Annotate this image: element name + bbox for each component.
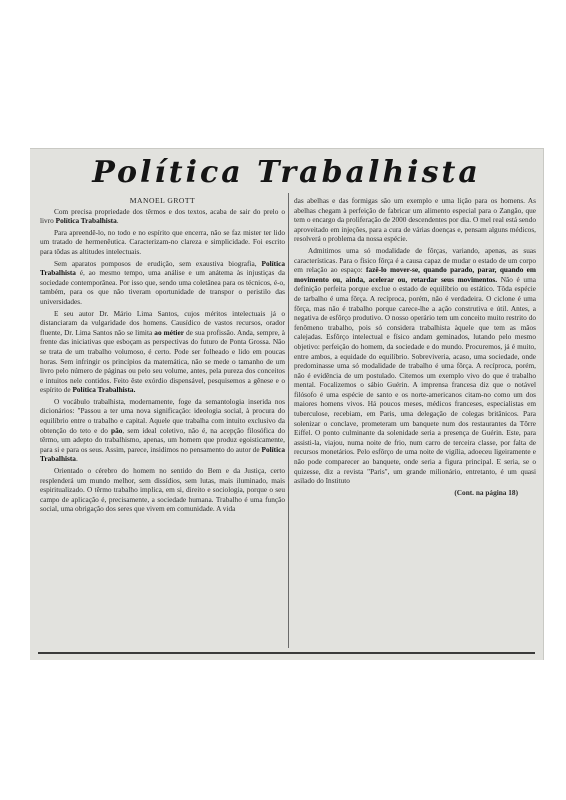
article-paragraph [40,228,285,257]
newspaper-clipping [30,148,544,660]
text-run: Admitimos uma só modalidade de fôrças, variando, apenas, as suas características. Para o físico fôrça é a causa capaz de mudar o estado de um corpo em relação ao espaço: [294,245,536,275]
column-divider [288,193,289,648]
text-run: Sem aparatos pomposos de erudição, sem exaustiva biografia, [54,258,262,268]
text-run: E seu autor Dr. Mário Lima Santos, cujos méritos intelectuais já o distanciaram da vulgaridade dos homens. Causídico de vastos recursos, orador fluente, Dr. Lima Santos não se limita [40,308,285,337]
article-paragraph [294,196,536,244]
article-paragraph [40,259,285,307]
article-column-right [294,196,536,497]
text-run: Não é uma definição perfeita porque exclue o estado de equilíbrio ou estático. Tôda espécie de tarbalho é uma fôrça. A recíproca, porém, não é verdadeira. O ciclone é uma fôrça, mas não é trabalho porque carece-lhe a ação construtiva e útil. Antes, a negativa de esfôrço produtivo. O nosso operário tem um conceito muito restrito do fenômeno trabalho, pois só considera trabalhista àquele que tem as mãos calejadas. Esfôrço intelectual e físico andam geminados, lutando pelo mesmo objetivo: perfeição do homem, da sociedade e do mundo. Procuremos, já é muito, entre ambos, a equidade do equilíbrio. Sobreviveria, acaso, uma sociedade, onde predominasse uma só modalidade de trabalho é uma fôrça. A recíproca, porém, não é evidência de um postulado. Citemos um exemplo vivo do que é trabalho mental. Focalizemos o sábio Guérin. A imprensa francesa diz que o notável filósofo é uma espécie de santo e os norte-americanos citam-no como um dos maiores homens vivos. Há poucos meses, médicos franceses, especialistas em tuberculose, recebiam, em Paris, uma delegação de colegas britânicos. Para solenizar o conclave, prometeram um banquete num dos restaurantes da Tôrre Eiffel. O ponto culminante da solenidade seria a presença de Guérin. Este, para assisti-la, viajou, numa noite de frio, num carro de terceira classe, por falta de recursos monetários. Pelo esfôrço de uma noite de vigília, adoeceu ligeiramente e não pode comparecer ao banquete, onde seria a figura principal. E seria, se o quizesse, diz a revista "Paris", um grande milionário, entretanto, é um quasi asilado do Instituto [294,274,536,486]
text-run: Orientado o cérebro do homem no sentido do Bem e da Justiça, certo resplenderá um mundo melhor, sem dissídios, sem lutas, mais iluminado, mais espiritualizado. O têrmo trabalho implica, em si, direito e sociologia, porque o seu campo de aplicação é, precisamente, a sociedade humana. Trabalho é uma função social, uma obrigação dos seres que vivem em comunidade. A vida [40,466,285,514]
bold-text: pão [111,425,123,435]
bold-text: Política Trabalhista [40,258,285,278]
text-run: . [75,454,78,464]
article-author: MANOEL GROTT [129,196,196,205]
bold-text: Política Trabalhista [55,216,117,226]
article-column-left [40,196,285,516]
article-paragraph [40,466,285,514]
bold-text: Política Trabalhista [40,444,285,464]
article-paragraph [40,207,285,226]
article-paragraph [294,246,536,486]
bottom-rule [38,652,535,654]
continuation-note: (Cont. na página 18) [454,487,518,497]
article-paragraph [40,309,285,395]
text-run: . [116,216,119,226]
bold-text: Política Trabalhista. [72,385,136,395]
text-run: das abelhas e das formigas são um exemplo e uma lição para os homens. As abelhas chegam à perfeição de fabricar um alimento especial para o Zangão, que tem o encargo da proliferação de 2000 descendentes por dia. O mel real está sendo aproveitado em injeções, para a cura de várias doenças e, pensam alguns médicos, resolverá o problema da nossa espécie. [294,196,536,244]
bold-text: fazê-lo mover-se, quando parado, parar, quando em movimento ou, ainda, acelerar ou, retardar seus movimentos. [294,265,536,284]
right-column-body [294,196,536,486]
left-column-body [40,207,285,514]
text-run: é, ao mesmo tempo, uma análise e um anátema às injustiças da sociedade contemporânea. Por isso que, sendo uma coletânea para os técnicos, é-o, também, para os que não tiveram oportunidade de transpor o peristilo das universidades. [40,268,285,306]
article-paragraph [40,397,285,464]
text-run: O vocábulo trabalhista, modernamente, foge da semantologia inserida nos dicionários: "Passou a ter uma nova significação: ideologia social, à procura do equilíbrio entre o trabalho e capital. Aquele que trabalha com intuito exclusivo da obtenção do teto e do [40,396,285,435]
text-run: Para apreendê-lo, no todo e no espírito que encerra, não se faz mister ter lido um tratado de hermenêutica. Caracterizam-no clareza e simplicidade. Foi escrito para tôdas as altitudes intelectuais. [40,227,285,256]
bold-text: ao métier [154,327,184,337]
article-title: Política Trabalhista [92,155,481,190]
text-run: de sua profissão. Anda, sempre, à frente das iniciativas que esboçam as perspectivas do futuro de Ponta Grossa. Não se trata de um trabalho volumoso, é certo. Pode ser folheado e lido em poucas horas. Sem infringir os princípios da matemática, não se mede o tamanho de um livro pelo número de páginas ou pelo seu volume, antes, pela pureza dos conceitos e intuitos nele contidos. Feito êste exórdio dispensável, pesquisemos a gênese e o espírito de [40,327,285,395]
text-run: Com precisa propriedade dos têrmos e dos textos, acaba de sair do prelo o livro [40,206,285,226]
text-run: , sem ideal coletivo, não é, na acepção filosófica do têrmo, um adepto do trabalhismo, apenas, um homem que produz egoisticamente, para si e para os seus. Assim, parece, insidimos no pensamento do autor de [40,425,285,454]
